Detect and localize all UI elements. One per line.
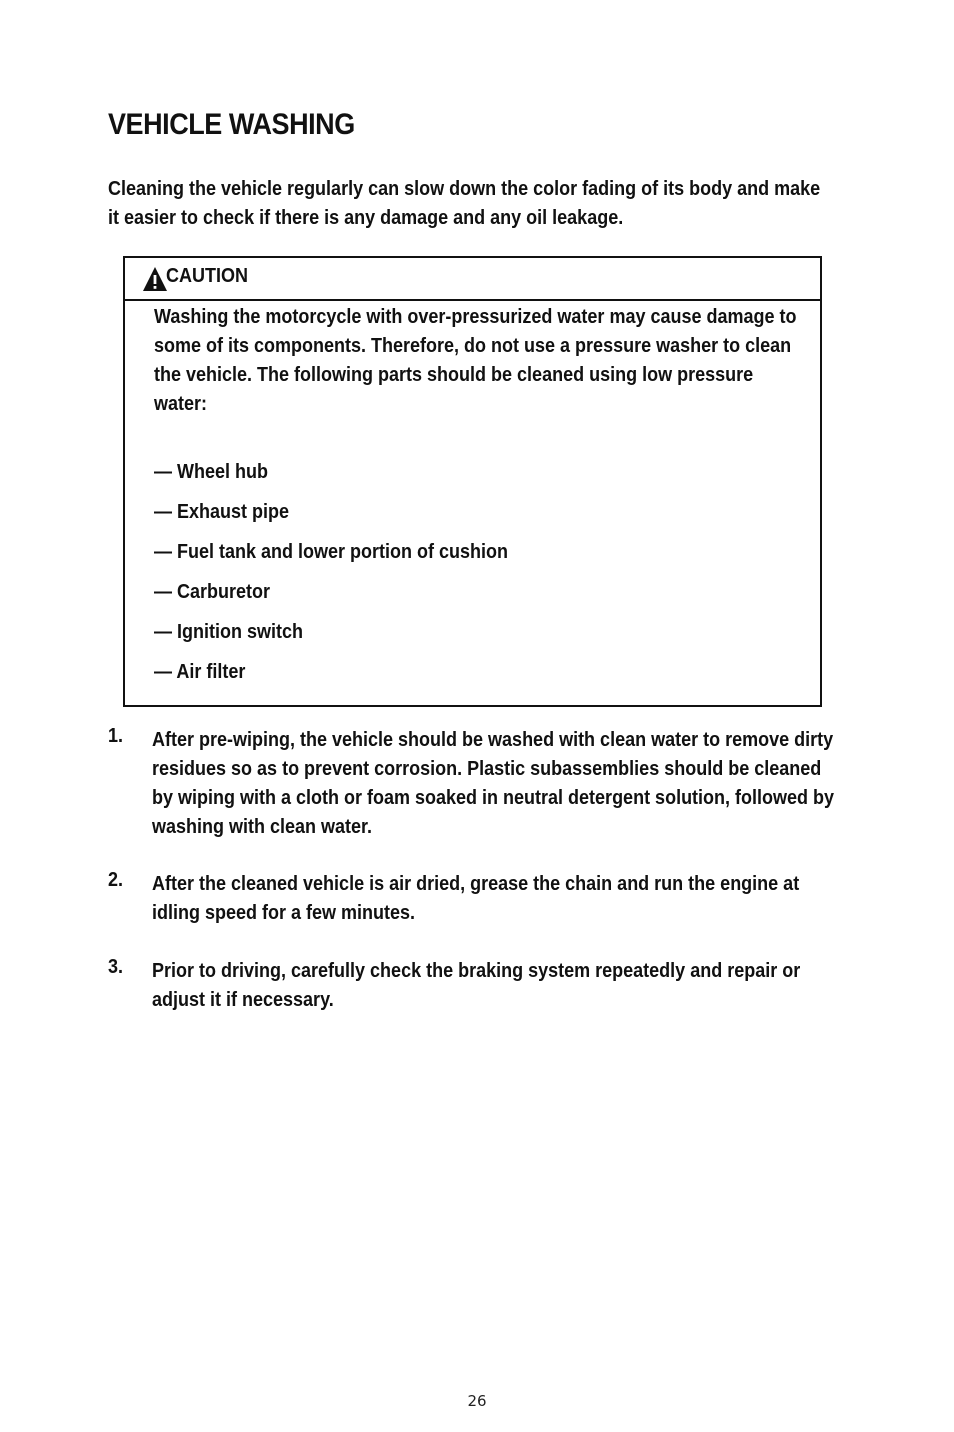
caution-body: Washing the motorcycle with over-pressurized water may cause damage to some of its components. Therefore, do not use a pressure washer to clean the vehicle. The following parts should be cleaned using low pressure water: [154,306,797,415]
step-text: Prior to driving, carefully check the braking system repeatedly and repair or adjust it if necessary. [152,960,801,1011]
step-number: 3. [108,956,124,978]
intro-paragraph: Cleaning the vehicle regularly can slow down the color fading of its body and make it easier to check if there is any damage and any oil leakage. [108,178,821,229]
list-item: — Wheel hub [154,461,269,483]
caution-parts-list [154,458,508,698]
warning-triangle-icon [142,266,168,292]
page-number: 26 [467,1392,487,1410]
page-title: VEHICLE WASHING [108,108,355,141]
list-item: — Air filter [154,661,246,683]
list-item: — Exhaust pipe [154,501,290,523]
step-number: 2. [108,869,124,891]
caution-box [123,256,822,707]
list-item: — Ignition switch [154,621,303,643]
caution-header [125,258,820,301]
list-item: — Carburetor [154,581,271,603]
list-item: — Fuel tank and lower portion of cushion [154,541,509,563]
step-text: After pre-wiping, the vehicle should be washed with clean water to remove dirty residues so as to prevent corrosion. Plastic subassemblies should be cleaned by wiping with a cloth or foam soaked in neutral detergent solution, followed by washing with clean water. [152,729,835,838]
step-text: After the cleaned vehicle is air dried, grease the chain and run the engine at idling speed for a few minutes. [152,873,800,924]
caution-label: CAUTION [166,265,248,287]
step-number: 1. [108,725,124,747]
